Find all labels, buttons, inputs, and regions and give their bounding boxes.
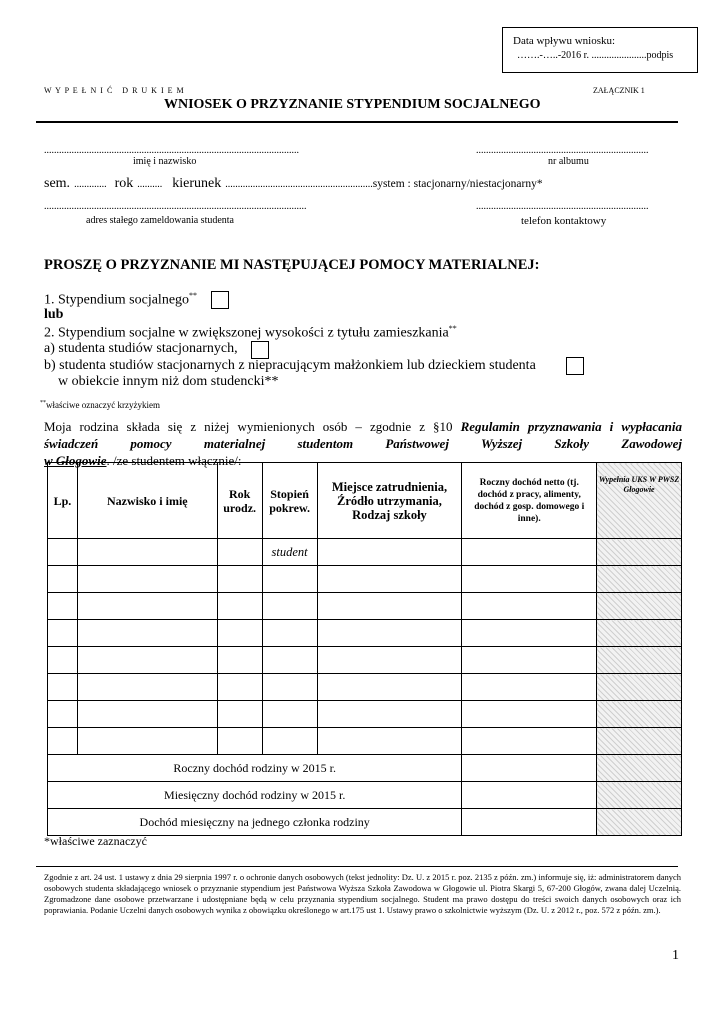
page-title: WNIOSEK O PRZYZNANIE STYPENDIUM SOCJALNEGO <box>164 97 541 112</box>
cell-relation[interactable] <box>262 674 317 701</box>
cell-office <box>597 647 682 674</box>
summary-monthly-value[interactable] <box>462 782 597 809</box>
option2-line <box>44 324 457 342</box>
album-caption: nr albumu <box>548 156 589 167</box>
cell-year[interactable] <box>217 728 262 755</box>
cell-office <box>597 674 682 701</box>
option1-sup: ** <box>189 291 198 300</box>
summary-annual-label: Roczny dochód rodziny w 2015 r. <box>48 755 462 782</box>
cell-lp[interactable] <box>48 674 78 701</box>
option2b-checkbox[interactable] <box>566 357 584 375</box>
cell-income[interactable] <box>462 539 597 566</box>
cell-workplace[interactable] <box>317 539 462 566</box>
table-row <box>48 647 682 674</box>
cell-relation: student <box>262 539 317 566</box>
or-label: lub <box>44 307 64 322</box>
cell-income[interactable] <box>462 593 597 620</box>
mark-note-sup: ** <box>40 400 46 406</box>
cell-year[interactable] <box>217 593 262 620</box>
gdpr-note: Zgodnie z art. 24 ust. 1 ustawy z dnia 29 sierpnia 1997 r. o ochronie danych osobowych (tekst jednolity: Dz. U. z 2015 r. poz. 2135 z późn. zm.) informuje się, iż: administratorem danych osobowych studenta składającego wniosek o przyznanie stypendium jest Państwowa Wyższa Szkoła Zawodowa w Głogowie ul. Piotra Skargi 5, 67-200 Głogów, zwana dalej Uczelnią. Zgromadzone dane osobowe przetwarzane i udostępniane będą w celu przyznania stypendium socjalnego. Student ma prawo dostępu do treści swoich danych osobowych oraz ich poprawiania. Podanie Uczelni danych osobowych wynika z obowiązku określonego w art.175 ust 1. Ustawy prawo o szkolnictwie wyższym (Dz. U. z 2012 r., poz. 572 z późn. zm.). <box>44 872 681 915</box>
cell-workplace[interactable] <box>317 620 462 647</box>
cell-office <box>597 566 682 593</box>
table-row <box>48 674 682 701</box>
cell-lp[interactable] <box>48 593 78 620</box>
option1-line <box>44 291 197 309</box>
cell-workplace[interactable] <box>317 647 462 674</box>
col-relation: Stopień pokrew. <box>262 463 317 539</box>
table-footnote: *właściwe zaznaczyć <box>44 834 147 848</box>
cell-lp[interactable] <box>48 566 78 593</box>
col-name: Nazwisko i imię <box>77 463 217 539</box>
footer-rule <box>36 866 678 867</box>
option2-sup: ** <box>448 324 457 333</box>
table-row <box>48 620 682 647</box>
study-line <box>44 174 543 192</box>
summary-monthly-label: Miesięczny dochód rodziny w 2015 r. <box>48 782 462 809</box>
option1-checkbox[interactable] <box>211 291 229 309</box>
table-row <box>48 701 682 728</box>
print-note: W Y P E Ł N I Ć D R U K I E M <box>44 86 185 95</box>
cell-income[interactable] <box>462 620 597 647</box>
cell-year[interactable] <box>217 566 262 593</box>
page-number: 1 <box>672 948 679 963</box>
cell-lp[interactable] <box>48 620 78 647</box>
family-intro-text: Moja rodzina składa się z niżej wymienionych osób – zgodnie z §10 <box>44 419 453 434</box>
cell-name[interactable] <box>77 566 217 593</box>
cell-relation[interactable] <box>262 566 317 593</box>
summary-row-annual <box>48 755 682 782</box>
cell-year[interactable] <box>217 539 262 566</box>
receipt-box <box>502 27 698 73</box>
option2-label: 2. Stypendium socjalne w zwiększonej wysokości z tytułu zamieszkania <box>44 325 449 341</box>
cell-relation[interactable] <box>262 620 317 647</box>
col-year: Rok urodz. <box>217 463 262 539</box>
cell-relation[interactable] <box>262 701 317 728</box>
cell-lp[interactable] <box>48 701 78 728</box>
table-row <box>48 566 682 593</box>
summary-per-member-value[interactable] <box>462 809 597 836</box>
col-office: Wypełnia UKS W PWSZ Głogowie <box>597 463 682 539</box>
option2a-label: a) studenta studiów stacjonarnych, <box>44 341 238 356</box>
cell-income[interactable] <box>462 647 597 674</box>
cell-workplace[interactable] <box>317 728 462 755</box>
family-table <box>47 462 682 836</box>
cell-name[interactable] <box>77 701 217 728</box>
cell-name[interactable] <box>77 620 217 647</box>
cell-office <box>597 539 682 566</box>
family-intro-end: . /ze studentem włącznie/: <box>106 453 242 468</box>
table-row <box>48 593 682 620</box>
mark-note-text: właściwe oznaczyć krzyżykiem <box>46 400 160 410</box>
cell-lp[interactable] <box>48 539 78 566</box>
album-field[interactable]: ..................................................................... <box>476 145 648 156</box>
col-workplace: Miejsce zatrudnienia, Źródło utrzymania, Rodzaj szkoły <box>317 463 462 539</box>
cell-relation[interactable] <box>262 647 317 674</box>
summary-annual-value[interactable] <box>462 755 597 782</box>
cell-name[interactable] <box>77 539 217 566</box>
option1-label: 1. Stypendium socjalnego <box>44 292 190 308</box>
cell-workplace[interactable] <box>317 701 462 728</box>
attachment-label: ZAŁĄCZNIK 1 <box>593 86 645 95</box>
cell-name[interactable] <box>77 647 217 674</box>
rok-field[interactable]: .......... <box>137 179 163 190</box>
cell-income[interactable] <box>462 701 597 728</box>
option2b-cont: w obiekcie innym niż dom studencki** <box>58 374 279 389</box>
mark-note <box>40 400 160 410</box>
summary-row-monthly <box>48 782 682 809</box>
summary-per-member-label: Dochód miesięczny na jednego członka rodziny <box>48 809 462 836</box>
address-caption: adres stałego zameldowania studenta <box>86 215 234 226</box>
kierunek-field[interactable]: ........................................................... <box>225 179 373 190</box>
cell-office <box>597 728 682 755</box>
option2a-checkbox[interactable] <box>251 341 269 359</box>
table-row <box>48 539 682 566</box>
rok-label: rok <box>114 176 134 191</box>
sem-label: sem. <box>44 176 71 191</box>
cell-office <box>597 620 682 647</box>
cell-office <box>597 755 682 782</box>
option2b-label: b) studenta studiów stacjonarnych z niepracującym małżonkiem lub dzieckiem studenta <box>44 358 536 373</box>
cell-income[interactable] <box>462 728 597 755</box>
cell-income[interactable] <box>462 566 597 593</box>
system-text: system : stacjonarny/niestacjonarny* <box>372 178 543 190</box>
cell-workplace[interactable] <box>317 593 462 620</box>
family-intro-reg-1: Regulamin przyznawania i wypłacania <box>460 419 682 434</box>
cell-name[interactable] <box>77 728 217 755</box>
cell-relation[interactable] <box>262 728 317 755</box>
family-intro-reg-3: w Głogowie <box>44 453 107 468</box>
cell-workplace[interactable] <box>317 566 462 593</box>
cell-name[interactable] <box>77 593 217 620</box>
receipt-label: Data wpływu wniosku: <box>513 35 616 47</box>
name-caption: imię i nazwisko <box>133 156 197 167</box>
table-header-row <box>48 463 682 539</box>
receipt-date-line[interactable]: …….-…..-2016 r. ......................podpis <box>517 50 674 61</box>
cell-office <box>597 593 682 620</box>
cell-year[interactable] <box>217 647 262 674</box>
sem-field[interactable]: ............. <box>74 179 107 190</box>
cell-workplace[interactable] <box>317 674 462 701</box>
request-heading: PROSZĘ O PRZYZNANIE MI NASTĘPUJĄCEJ POMOCY MATERIALNEJ: <box>44 257 540 273</box>
cell-income[interactable] <box>462 674 597 701</box>
cell-relation[interactable] <box>262 593 317 620</box>
cell-office <box>597 701 682 728</box>
cell-office <box>597 809 682 836</box>
col-lp: Lp. <box>48 463 78 539</box>
cell-lp[interactable] <box>48 647 78 674</box>
table-row <box>48 728 682 755</box>
cell-lp[interactable] <box>48 728 78 755</box>
address-field[interactable]: ......................................................................................................... <box>44 201 307 212</box>
cell-name[interactable] <box>77 674 217 701</box>
cell-year[interactable] <box>217 701 262 728</box>
summary-row-per-member <box>48 809 682 836</box>
cell-year[interactable] <box>217 620 262 647</box>
cell-year[interactable] <box>217 674 262 701</box>
phone-field[interactable]: ..................................................................... <box>476 201 648 212</box>
name-field[interactable]: ...................................................................................................... <box>44 145 299 156</box>
phone-caption: telefon kontaktowy <box>521 215 607 227</box>
family-intro-reg-2: świadczeń pomocy materialnej studentom Państwowej Wyższej Szkoły Zawodowej <box>44 436 682 451</box>
col-income: Roczny dochód netto (tj. dochód z pracy, alimenty, dochód z gosp. domowego i inne). <box>462 463 597 539</box>
kierunek-label: kierunek <box>172 176 222 191</box>
cell-office <box>597 782 682 809</box>
title-rule <box>36 121 678 123</box>
